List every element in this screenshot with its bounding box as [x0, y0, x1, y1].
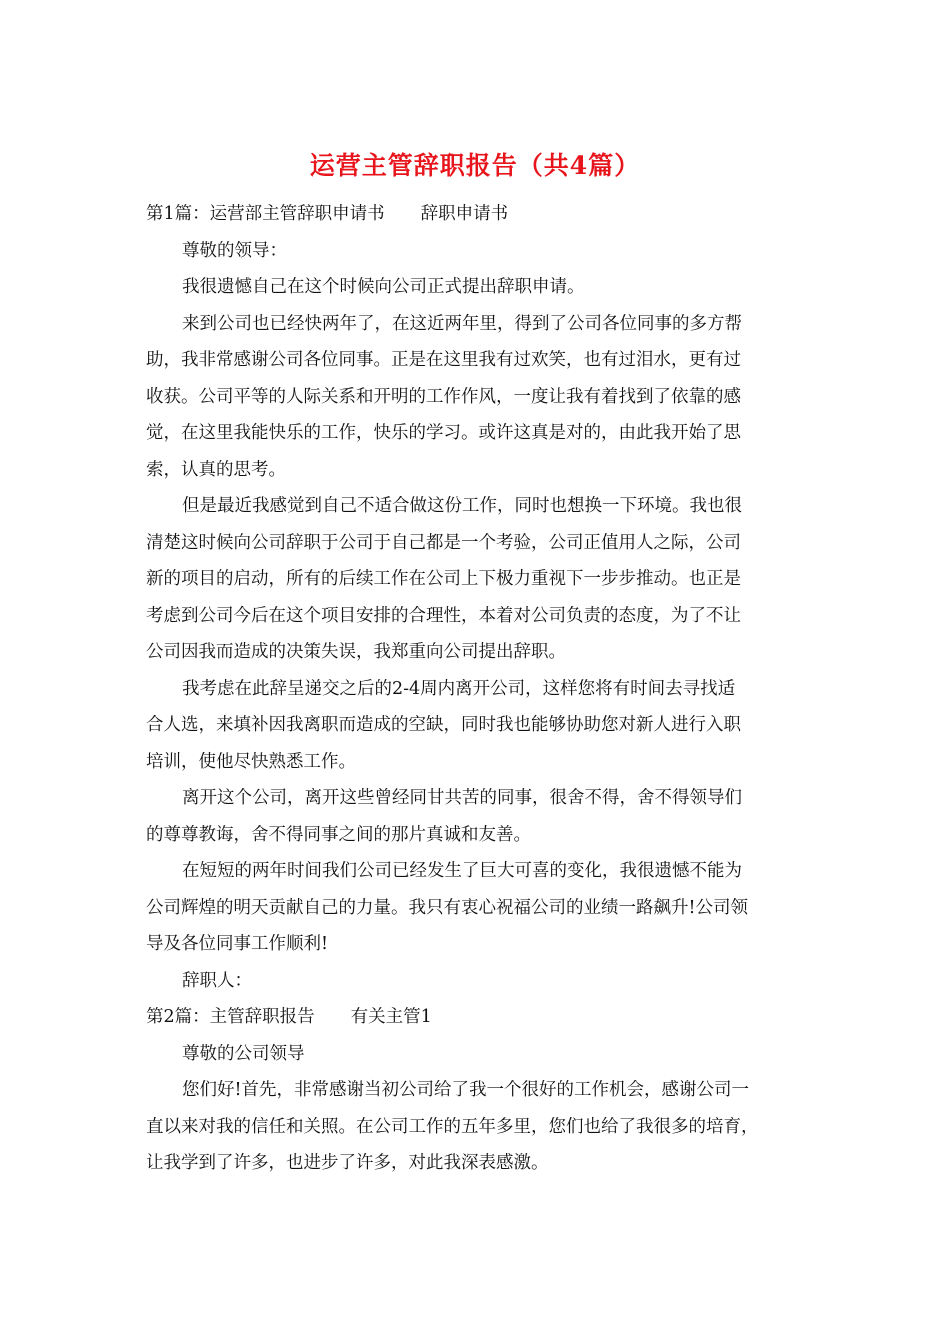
section-2-heading — [146, 999, 808, 1036]
paragraph-line: 来到公司也已经快两年了，在这近两年里，得到了公司各位同事的多方帮 — [182, 313, 742, 334]
paragraph-line: 索，认真的思考。 — [146, 459, 286, 480]
section-1-heading-subtitle: 辞职申请书 — [420, 204, 509, 224]
section-1-salutation: 尊敬的领导： — [182, 240, 287, 261]
paragraph-line: 但是最近我感觉到自己不适合做这份工作，同时也想换一下环境。我也很 — [182, 496, 742, 516]
paragraph-line: 的尊尊教诲，舍不得同事之间的那片真诚和友善。 — [146, 824, 531, 845]
section-2-salutation: 尊敬的公司领导 — [182, 1043, 305, 1064]
paragraph-line: 导及各位同事工作顺利! — [146, 934, 329, 954]
paragraph-line: 直以来对我的信任和关照。在公司工作的五年多里，您们也给了我很多的培育， — [146, 1116, 759, 1137]
paragraph-line: 考虑到公司今后在这个项目安排的合理性，本着对公司负责的态度，为了不让 — [146, 605, 741, 626]
paragraph-line: 助，我非常感谢公司各位同事。正是在这里我有过欢笑，也有过泪水，更有过 — [146, 350, 741, 370]
paragraph-line: 您们好!首先，非常感谢当初公司给了我一个很好的工作机会，感谢公司一 — [182, 1080, 750, 1100]
document-body — [146, 196, 808, 1182]
section-2-heading-subtitle: 有关主管1 — [350, 1007, 432, 1027]
paragraph-line: 我很遗憾自己在这个时候向公司正式提出辞职申请。 — [182, 277, 585, 297]
section-1-heading — [146, 196, 808, 233]
document-title: 运营主管辞职报告（共4篇） — [309, 151, 641, 180]
section-2-heading-title: 第2篇：主管辞职报告 — [146, 1007, 315, 1027]
paragraph-line: 觉，在这里我能快乐的工作，快乐的学习。或许这真是对的，由此我开始了思 — [146, 423, 741, 443]
paragraph-line: 我考虑在此辞呈递交之后的2-4周内离开公司，这样您将有时间去寻找适 — [182, 678, 736, 699]
paragraph-line: 离开这个公司，离开这些曾经同甘共苦的同事，很舍不得，舍不得领导们 — [182, 788, 742, 808]
paragraph-line: 培训，使他尽快熟悉工作。 — [146, 751, 356, 772]
paragraph-line: 收获。公司平等的人际关系和开明的工作作风，一度让我有着找到了依靠的感 — [146, 386, 741, 407]
paragraph-line: 合人选，来填补因我离职而造成的空缺，同时我也能够协助您对新人进行入职 — [146, 715, 741, 735]
section-1-signature: 辞职人： — [182, 970, 252, 991]
paragraph-line: 公司因我而造成的决策失误，我郑重向公司提出辞职。 — [146, 642, 566, 662]
paragraph-line: 让我学到了许多，也进步了许多，对此我深表感激。 — [146, 1153, 549, 1173]
section-1-heading-title: 第1篇：运营部主管辞职申请书 — [146, 204, 385, 224]
paragraph-line: 公司辉煌的明天贡献自己的力量。我只有衷心祝福公司的业绩一路飙升!公司领 — [146, 897, 749, 918]
paragraph-line: 新的项目的启动，所有的后续工作在公司上下极力重视下一步步推动。也正是 — [146, 569, 741, 589]
paragraph-line: 清楚这时候向公司辞职于公司于自己都是一个考验，公司正值用人之际，公司 — [146, 532, 741, 553]
paragraph-line: 在短短的两年时间我们公司已经发生了巨大可喜的变化，我很遗憾不能为 — [182, 861, 742, 881]
